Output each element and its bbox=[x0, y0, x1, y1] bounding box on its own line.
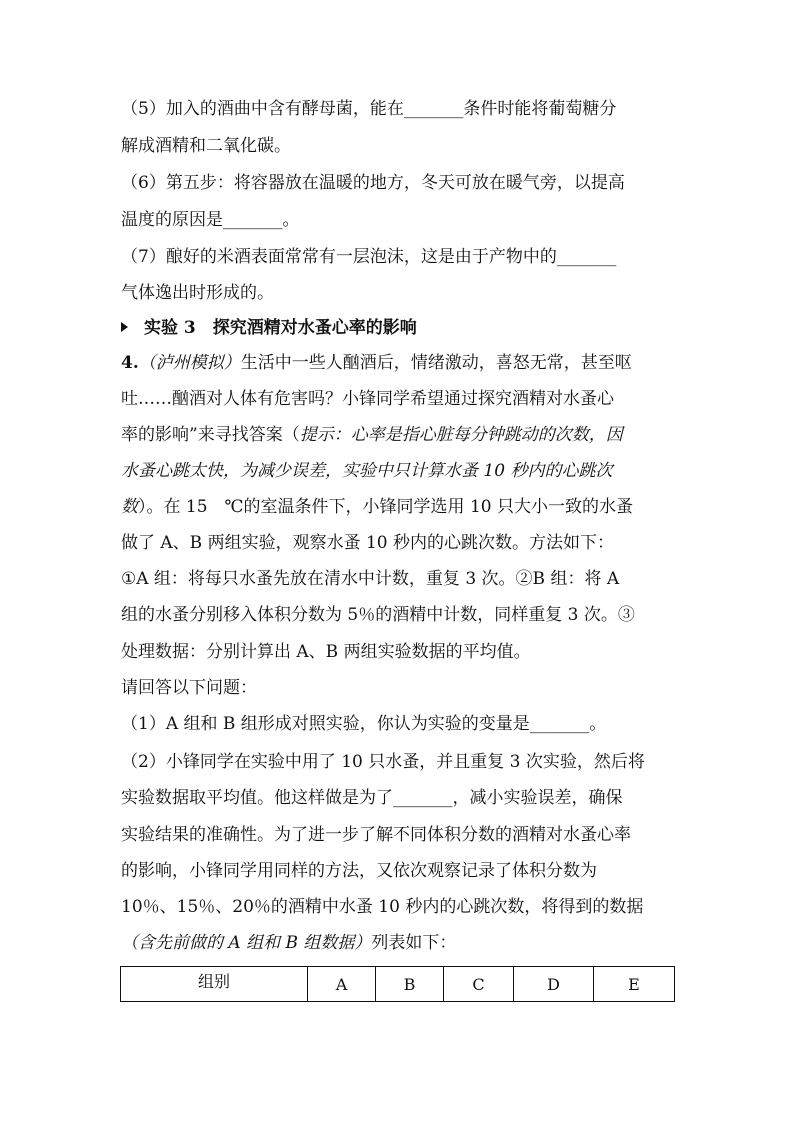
problem-source: （泸州模拟） bbox=[138, 353, 241, 373]
problem4-line-8: 组的水蚤分别移入体积分数为 5％的酒精中计数，同样重复 3 次。③ bbox=[121, 605, 635, 625]
q5-line-1: （5）加入的酒曲中含有酵母菌，能在_______条件时能将葡萄糖分 bbox=[121, 99, 617, 119]
table-header-cell: B bbox=[376, 967, 444, 1002]
question-2-line-1: （2）小锋同学在实验中用了 10 只水蚤，并且重复 3 次实验，然后将 bbox=[121, 752, 645, 772]
table-header-cell: C bbox=[444, 967, 514, 1002]
problem4-line-1 bbox=[121, 351, 632, 375]
section-heading-text: 实验 3 探究酒精对水蚤心率的影响 bbox=[144, 318, 417, 338]
hint-text-end: 数 bbox=[121, 497, 138, 517]
problem4-line-9: 处理数据：分别计算出 A、B 两组实验数据的平均值。 bbox=[121, 642, 531, 662]
q6-line-1: （6）第五步：将容器放在温暖的地方，冬天可放在暖气旁，以提高 bbox=[121, 173, 625, 193]
table-header-cell: D bbox=[514, 967, 594, 1002]
problem4-line-10: 请回答以下问题： bbox=[121, 678, 257, 698]
problem4-line-1-text: 生活中一些人酗酒后，情绪激动，喜怒无常，甚至呕 bbox=[240, 353, 632, 373]
problem4-line-3 bbox=[121, 423, 623, 447]
table-header-row bbox=[121, 967, 675, 1002]
question-2-line-4: 的影响，小锋同学用同样的方法，又依次观察记录了体积分数为 bbox=[121, 861, 597, 881]
problem4-line-5-text: ）。在 15 ℃的室温条件下，小锋同学选用 10 只大小一致的水蚤 bbox=[138, 497, 633, 517]
problem4-line-6: 做了 A、B 两组实验，观察水蚤 10 秒内的心跳次数。方法如下： bbox=[121, 533, 615, 553]
problem4-line-4: 水蚤心跳太快，为减少误差，实验中只计算水蚤 10 秒内的心跳次 bbox=[121, 461, 613, 481]
table-header-cell: 组别 bbox=[121, 967, 308, 1002]
problem4-line-7: ①A 组：将每只水蚤先放在清水中计数，重复 3 次。②B 组：将 A bbox=[121, 569, 620, 589]
triangle-bullet-icon bbox=[121, 322, 128, 332]
q7-line-1: （7）酿好的米酒表面常常有一层泡沫，这是由于产物中的_______ bbox=[121, 247, 617, 267]
section-heading bbox=[121, 316, 417, 340]
table-header-cell: A bbox=[308, 967, 376, 1002]
question-1: （1）A 组和 B 组形成对照实验，你认为实验的变量是_______。 bbox=[121, 714, 607, 734]
question-2-line-5: 10％、15％、20％的酒精中水蚤 10 秒内的心跳次数，将得到的数据 bbox=[121, 897, 644, 917]
hint-text: 提示：心率是指心脏每分钟跳动的次数，因 bbox=[299, 425, 623, 445]
q6-line-2: 温度的原因是_______。 bbox=[121, 210, 300, 230]
problem4-line-3-text: 率的影响”来寻找答案（ bbox=[121, 425, 300, 445]
question-2-line-3: 实验结果的准确性。为了进一步了解不同体积分数的酒精对水蚤心率 bbox=[121, 825, 631, 845]
question-2-line-6-text: 列表如下： bbox=[371, 933, 457, 953]
question-2-line-6 bbox=[121, 931, 456, 955]
q5-line-2: 解成酒精和二氧化碳。 bbox=[121, 136, 291, 156]
data-table bbox=[120, 966, 675, 1002]
q7-line-2: 气体逸出时形成的。 bbox=[121, 283, 274, 303]
question-2-hint: （含先前做的 A 组和 B 组数据） bbox=[121, 933, 372, 953]
problem4-line-5 bbox=[121, 495, 633, 519]
table-header-cell: E bbox=[594, 967, 675, 1002]
problem4-line-2: 吐……酗酒对人体有危害吗？小锋同学希望通过探究酒精对水蚤心 bbox=[121, 389, 614, 409]
problem-number: 4. bbox=[121, 353, 139, 373]
question-2-line-2: 实验数据取平均值。他这样做是为了_______，减小实验误差，确保 bbox=[121, 788, 623, 808]
